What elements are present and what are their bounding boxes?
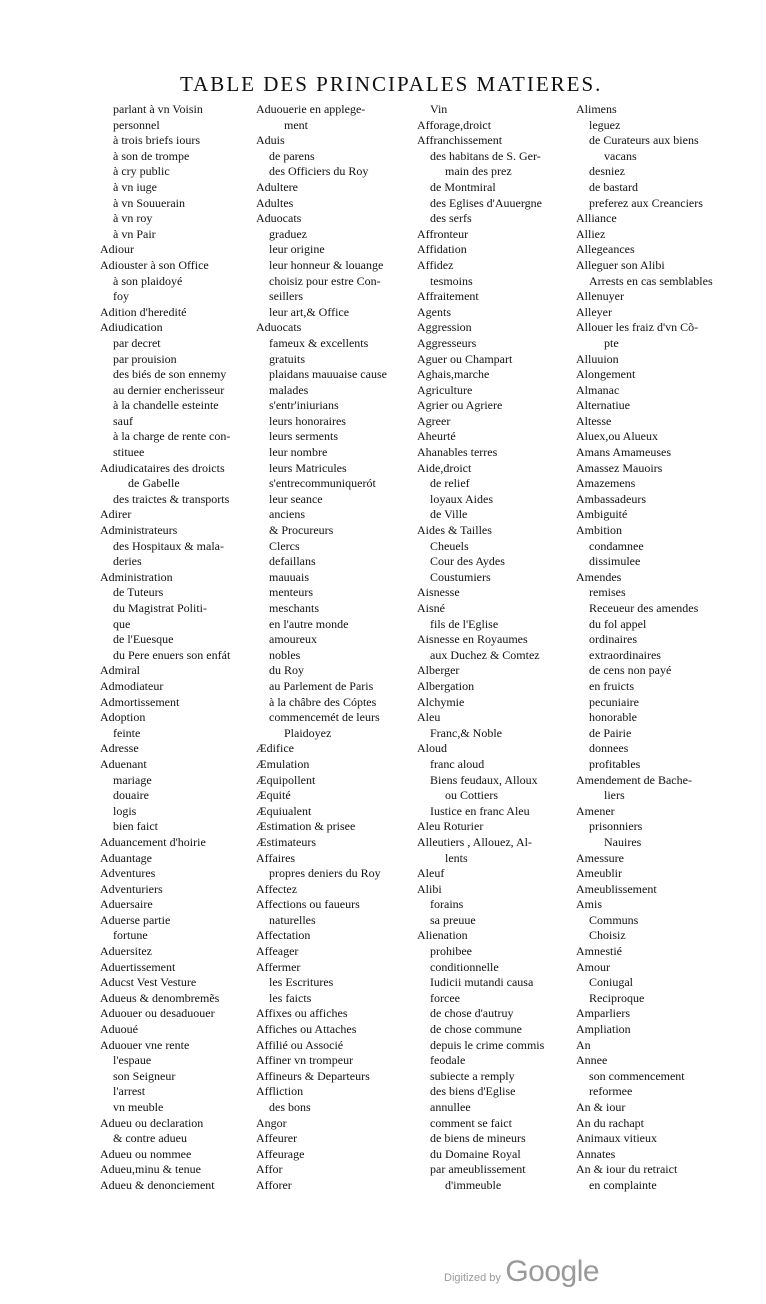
index-entry: deries [113, 554, 142, 569]
index-entry: Admiral [100, 663, 140, 678]
index-entry: Alliance [576, 211, 617, 226]
index-entry: des Hospitaux & mala- [113, 538, 224, 553]
index-entry: Animaux vitieux [576, 1131, 657, 1146]
index-column-3 [417, 102, 572, 1194]
index-entry: An [576, 1037, 591, 1052]
index-entry: fameux & excellents [269, 335, 369, 350]
index-entry: malades [269, 382, 309, 397]
index-entry: à vn iuge [113, 179, 157, 194]
index-entry: reformee [589, 1084, 633, 1099]
index-entry: remises [589, 585, 626, 600]
index-entry: à son plaidoyé [113, 273, 183, 288]
index-entry: Aduouerie en applege- [256, 102, 366, 116]
index-entry: Ædifice [256, 741, 294, 756]
index-entry: Aisnesse [417, 585, 460, 600]
index-entry: leur origine [269, 242, 325, 257]
index-entry: Clercs [269, 538, 300, 553]
index-entry: leurs honoraires [269, 413, 346, 428]
index-entry: comment se faict [430, 1115, 512, 1130]
index-entry: parlant à vn Voisin [113, 102, 203, 116]
index-entry: annullee [430, 1100, 471, 1114]
index-entry: Aleu Roturier [417, 819, 484, 834]
index-entry: Affilié ou Associé [256, 1037, 344, 1052]
index-entry: Æstimateurs [256, 834, 316, 849]
index-entry: Aduouer vne rente [100, 1037, 190, 1052]
index-entry: Annates [576, 1146, 616, 1161]
index-entry: Angor [256, 1115, 287, 1130]
index-entry: Alienation [417, 928, 468, 943]
index-entry: en l'autre monde [269, 616, 349, 631]
index-entry: meschants [269, 601, 319, 615]
index-entry: Aisnesse en Royaumes [417, 632, 528, 647]
index-entry: vacans [604, 148, 637, 163]
index-entry: Æquipollent [256, 772, 316, 787]
index-entry: à la charge de rente con- [113, 429, 231, 444]
index-entry: Adultere [256, 179, 298, 194]
index-entry: par decret [113, 335, 161, 350]
index-entry: au Parlement de Paris [269, 678, 374, 693]
index-entry: & Procureurs [269, 523, 334, 538]
index-entry: donnees [589, 741, 629, 756]
index-entry: de cens non payé [589, 663, 672, 678]
index-entry: Receueur des amendes [589, 601, 699, 615]
index-entry: Aduerse partie [100, 912, 171, 927]
index-entry: fortune [113, 928, 148, 943]
index-entry: Aduoué [100, 1022, 138, 1037]
index-entry: Vin [430, 102, 448, 116]
index-entry: sa preuue [430, 912, 476, 927]
index-entry: Adresse [100, 741, 139, 756]
index-entry: Coniugal [589, 975, 633, 990]
index-entry: Afforage,droict [417, 117, 492, 132]
index-entry: de chose d'autruy [430, 1006, 514, 1021]
index-entry: Adirer [100, 507, 132, 522]
index-entry: Affiner vn trompeur [256, 1053, 354, 1068]
index-entry: Adiouster à son Office [100, 257, 209, 272]
index-entry: bien faict [113, 819, 158, 834]
index-entry: à trois briefs iours [113, 133, 200, 148]
index-entry: Afforer [256, 1177, 292, 1192]
index-entry: dissimulee [589, 554, 641, 569]
index-entry: Agreer [417, 413, 451, 428]
index-entry: An du rachapt [576, 1115, 644, 1130]
index-entry: An & iour du retraict [576, 1162, 678, 1177]
index-entry: de Tuteurs [113, 585, 164, 600]
index-entry: Affidation [417, 242, 467, 257]
index-entry: Affeurage [256, 1146, 305, 1161]
index-entry: Aduersitez [100, 944, 152, 959]
index-entry: au dernier encherisseur [113, 382, 225, 397]
index-entry: l'arrest [113, 1084, 146, 1099]
index-entry: profitables [589, 756, 641, 771]
watermark-prefix: Digitized by [444, 1272, 501, 1284]
index-entry: Coustumiers [430, 569, 491, 584]
index-entry: naturelles [269, 912, 316, 927]
index-column-1 [100, 102, 250, 1194]
index-entry: Ambition [576, 523, 623, 538]
index-entry: des traictes & transports [113, 491, 230, 506]
index-entry: Adiour [100, 242, 134, 257]
index-entry: par prouision [113, 351, 177, 366]
index-entry: Æquité [256, 788, 291, 803]
index-entry: des biés de son ennemy [113, 367, 227, 382]
index-entry: Affidez [417, 257, 454, 272]
index-entry: l'espaue [113, 1053, 152, 1068]
index-entry: depuis le crime commis [430, 1037, 545, 1052]
index-entry: Cheuels [430, 538, 469, 553]
index-entry: Aghais,marche [417, 367, 490, 382]
index-entry: Ameublissement [576, 881, 657, 896]
index-entry: à vn Pair [113, 226, 156, 241]
index-entry: franc aloud [430, 756, 485, 771]
index-entry: du Roy [269, 663, 305, 678]
index-entry: Amessure [576, 850, 624, 865]
index-entry: Aides & Tailles [417, 523, 492, 538]
index-entry: Iustice en franc Aleu [430, 803, 530, 818]
index-entry: des Eglises d'Auuergne [430, 195, 542, 210]
index-entry: Aduantage [100, 850, 152, 865]
index-entry: Affraitement [417, 289, 479, 304]
index-entry: à cry public [113, 164, 170, 179]
index-entry: extraordinaires [589, 647, 661, 662]
index-entry: leur seance [269, 491, 323, 506]
index-entry: Aduouer ou desaduouer [100, 1006, 215, 1021]
index-entry: Albergation [417, 678, 475, 693]
index-entry: Adueu,minu & tenue [100, 1162, 201, 1177]
index-entry: Aduancement d'hoirie [100, 834, 206, 849]
index-entry: Amnestié [576, 944, 622, 959]
index-entry: Adultes [256, 195, 294, 210]
index-entry: sauf [113, 413, 133, 428]
index-entry: Alchymie [417, 694, 465, 709]
index-entry: Adiudication [100, 320, 163, 335]
index-entry: ordinaires [589, 632, 637, 647]
index-column-2 [256, 102, 414, 1194]
index-entry: Allenuyer [576, 289, 624, 304]
index-entry: à la chandelle esteinte [113, 398, 219, 413]
google-logo: Google [505, 1255, 600, 1288]
index-entry: forains [430, 897, 464, 912]
index-entry: à son de trompe [113, 148, 190, 163]
index-entry: de bastard [589, 179, 638, 194]
index-entry: stituee [113, 445, 145, 460]
index-entry: Aducst Vest Vesture [100, 975, 197, 990]
index-entry: An & iour [576, 1100, 626, 1114]
index-entry: à vn Souuerain [113, 195, 185, 210]
index-entry: ment [284, 117, 308, 132]
index-entry: Choisiz [589, 928, 626, 943]
index-entry: Affranchissement [417, 133, 503, 148]
index-entry: de relief [430, 476, 470, 491]
index-entry: Administration [100, 569, 173, 584]
index-entry: honorable [589, 710, 637, 725]
index-entry: propres deniers du Roy [269, 866, 381, 881]
index-entry: vn meuble [113, 1100, 164, 1114]
index-entry: fils de l'Eglise [430, 616, 499, 631]
index-entry: Æquiualent [256, 803, 312, 818]
index-entry: Admodiateur [100, 678, 164, 693]
index-entry: preferez aux Creanciers [589, 195, 703, 210]
index-entry: main des prez [445, 164, 512, 179]
index-entry: Alongement [576, 367, 636, 382]
index-entry: Affermer [256, 959, 301, 974]
index-entry: les Escritures [269, 975, 334, 990]
index-entry: Aleuf [417, 866, 445, 881]
index-entry: leur art,& Office [269, 304, 350, 319]
index-entry: choisiz pour estre Con- [269, 273, 381, 288]
index-entry: Alliez [576, 226, 606, 241]
index-entry: graduez [269, 226, 307, 241]
index-entry: Alimens [576, 102, 617, 116]
index-entry: Adiudicataires des droicts [100, 460, 225, 475]
index-entry: Aloud [417, 741, 447, 756]
index-entry: Administrateurs [100, 523, 178, 538]
index-entry: Aduenant [100, 756, 147, 771]
index-entry: Adoption [100, 710, 146, 725]
index-entry: logis [113, 803, 137, 818]
index-entry: Adueu & denonciement [100, 1177, 215, 1192]
index-entry: Affections ou faueurs [256, 897, 360, 912]
index-entry: Altesse [576, 413, 612, 428]
index-entry: Amour [576, 959, 610, 974]
index-entry: conditionnelle [430, 959, 499, 974]
index-entry: Aide,droict [417, 460, 472, 475]
index-entry: commencemét de leurs [269, 710, 380, 725]
index-entry: à la châbre des Cóptes [269, 694, 377, 709]
index-entry: loyaux Aides [430, 491, 493, 506]
index-entry: Agrier ou Agriere [417, 398, 503, 413]
index-entry: que [113, 616, 131, 631]
index-entry: Biens feudaux, Alloux [430, 772, 538, 787]
index-entry: prisonniers [589, 819, 643, 834]
index-entry: de parens [269, 148, 315, 163]
index-entry: du Pere enuers son enfát [113, 647, 231, 662]
index-entry: douaire [113, 788, 149, 803]
index-entry: Aggresseurs [417, 335, 477, 350]
index-entry: Ambassadeurs [576, 491, 646, 506]
index-entry: Alleyer [576, 304, 612, 319]
index-entry: Reciproque [589, 990, 645, 1005]
index-entry: Amparliers [576, 1006, 630, 1021]
index-entry: Adition d'heredité [100, 304, 187, 319]
index-entry: Nauires [604, 834, 642, 849]
index-entry: Agents [417, 304, 451, 319]
index-entry: Communs [589, 912, 639, 927]
index-entry: de l'Euesque [113, 632, 174, 647]
index-entry: Annee [576, 1053, 608, 1068]
index-entry: menteurs [269, 585, 313, 600]
index-entry: les faicts [269, 990, 312, 1005]
index-entry: Amendes [576, 569, 622, 584]
index-entry: son commencement [589, 1068, 685, 1083]
index-entry: feinte [113, 725, 141, 740]
index-entry: gratuits [269, 351, 305, 366]
index-entry: Affineurs & Departeurs [256, 1068, 370, 1083]
index-entry: Aduocats [256, 211, 302, 226]
index-entry: Aluex,ou Alueux [576, 429, 658, 444]
index-entry: Alternatiue [576, 398, 630, 413]
page-title: TABLE DES PRINCIPALES MATIERES. [180, 72, 603, 96]
index-entry: leguez [589, 117, 621, 132]
index-entry: d'immeuble [445, 1177, 502, 1192]
index-entry: Alleguer son Alibi [576, 257, 665, 272]
index-entry: amoureux [269, 632, 317, 647]
index-entry: Admortissement [100, 694, 180, 709]
index-entry: pecuniaire [589, 694, 639, 709]
index-entry: de Ville [430, 507, 468, 522]
index-entry: Aleu [417, 710, 441, 725]
index-entry: pte [604, 335, 619, 350]
index-entry: anciens [269, 507, 305, 522]
index-entry: de Pairie [589, 725, 632, 740]
index-entry: Adventuriers [100, 881, 163, 896]
index-entry: Æstimation & prisee [256, 819, 356, 834]
index-entry: mariage [113, 772, 152, 787]
index-entry: Affaires [256, 850, 296, 865]
index-entry: Adueu ou nommee [100, 1146, 192, 1161]
index-entry: Affeurer [256, 1131, 298, 1146]
index-entry: personnel [113, 117, 160, 132]
index-entry: Allegeances [576, 242, 635, 257]
index-entry: Ampliation [576, 1022, 631, 1037]
index-entry: Affronteur [417, 226, 469, 241]
index-entry: des Officiers du Roy [269, 164, 369, 179]
index-entry: feodale [430, 1053, 466, 1068]
index-entry: lents [445, 850, 468, 865]
index-entry: Aguer ou Champart [417, 351, 513, 366]
index-entry: par ameublissement [430, 1162, 526, 1177]
index-entry: Amener [576, 803, 615, 818]
index-column-4 [576, 102, 726, 1194]
index-entry: Affectation [256, 928, 311, 943]
index-entry: Aheurté [417, 429, 456, 444]
index-entry: subiecte a remply [430, 1068, 515, 1083]
index-entry: Iudicii mutandi causa [430, 975, 534, 990]
index-entry: tesmoins [430, 273, 473, 288]
index-entry: aux Duchez & Comtez [430, 647, 540, 662]
index-entry: nobles [269, 647, 301, 662]
index-entry: prohibee [430, 944, 472, 959]
index-entry: Affiches ou Attaches [256, 1022, 357, 1037]
index-entry: leur nombre [269, 445, 328, 460]
index-entry: des serfs [430, 211, 472, 226]
index-entry: forcee [430, 990, 460, 1005]
index-entry: à vn roy [113, 211, 153, 226]
index-entry: des biens d'Eglise [430, 1084, 516, 1099]
index-entry: Agriculture [417, 382, 473, 397]
index-entry: de Curateurs aux biens [589, 133, 699, 148]
index-entry: en fruicts [589, 678, 634, 693]
index-entry: Alleutiers , Allouez, Al- [417, 834, 532, 849]
digitized-watermark [444, 1255, 599, 1289]
index-entry: du fol appel [589, 616, 647, 631]
index-entry: ou Cottiers [445, 788, 498, 803]
index-entry: Alluuion [576, 351, 619, 366]
index-entry: Ambiguité [576, 507, 628, 522]
index-entry: Affectez [256, 881, 298, 896]
index-entry: Amans Amameuses [576, 445, 671, 460]
index-entry: defaillans [269, 554, 316, 569]
index-entry: Allouer les fraiz d'vn Cõ- [576, 320, 699, 335]
index-entry: Aduertissement [100, 959, 176, 974]
index-entry: Adueus & denombremẽs [100, 990, 220, 1005]
index-entry: Alberger [417, 663, 460, 678]
index-entry: Affor [256, 1162, 283, 1177]
index-entry: desniez [589, 164, 625, 179]
index-entry: leurs serments [269, 429, 338, 444]
index-entry: des bons [269, 1100, 311, 1114]
index-entry: & contre adueu [113, 1131, 187, 1146]
index-entry: Aisné [417, 601, 445, 615]
index-entry: Aduocats [256, 320, 302, 335]
index-entry: Adueu ou declaration [100, 1115, 204, 1130]
index-entry: seillers [269, 289, 303, 304]
index-entry: Amis [576, 897, 603, 912]
index-entry: Arrests en cas semblables [589, 273, 713, 288]
index-entry: plaidans mauuaise cause [269, 367, 387, 382]
index-entry: Ahanables terres [417, 445, 498, 460]
index-entry: Affixes ou affiches [256, 1006, 348, 1021]
index-entry: de Montmiral [430, 179, 496, 194]
index-entry: son Seigneur [113, 1068, 176, 1083]
index-entry: Affliction [256, 1084, 304, 1099]
index-entry: leurs Matricules [269, 460, 347, 475]
index-entry: s'entr'iniurians [269, 398, 339, 413]
index-entry: mauuais [269, 569, 309, 584]
index-entry: Almanac [576, 382, 620, 397]
index-entry: Æmulation [256, 756, 310, 771]
index-entry: Cour des Aydes [430, 554, 505, 569]
index-entry: Amendement de Bache- [576, 772, 692, 787]
index-entry: liers [604, 788, 625, 803]
index-entry: condamnee [589, 538, 644, 553]
index-entry: Aggression [417, 320, 472, 335]
index-entry: Aduis [256, 133, 285, 148]
index-entry: Amassez Mauoirs [576, 460, 663, 475]
index-entry: Affeager [256, 944, 299, 959]
index-entry: Aduersaire [100, 897, 153, 912]
index-entry: de biens de mineurs [430, 1131, 526, 1146]
index-entry: Alibi [417, 881, 442, 896]
index-entry: s'entrecommuniquerót [269, 476, 376, 491]
index-entry: Amazemens [576, 476, 636, 491]
index-entry: du Magistrat Politi- [113, 601, 207, 615]
index-entry: Plaidoyez [284, 725, 332, 740]
index-entry: Adventures [100, 866, 156, 881]
index-entry: Ameublir [576, 866, 622, 881]
index-entry: des habitans de S. Ger- [430, 148, 541, 163]
index-entry: de chose commune [430, 1022, 522, 1037]
index-entry: Franc,& Noble [430, 725, 502, 740]
index-entry: foy [113, 289, 129, 304]
index-entry: de Gabelle [128, 476, 180, 491]
index-entry: leur honneur & louange [269, 257, 384, 272]
index-entry: en complainte [589, 1177, 657, 1192]
index-entry: du Domaine Royal [430, 1146, 521, 1161]
